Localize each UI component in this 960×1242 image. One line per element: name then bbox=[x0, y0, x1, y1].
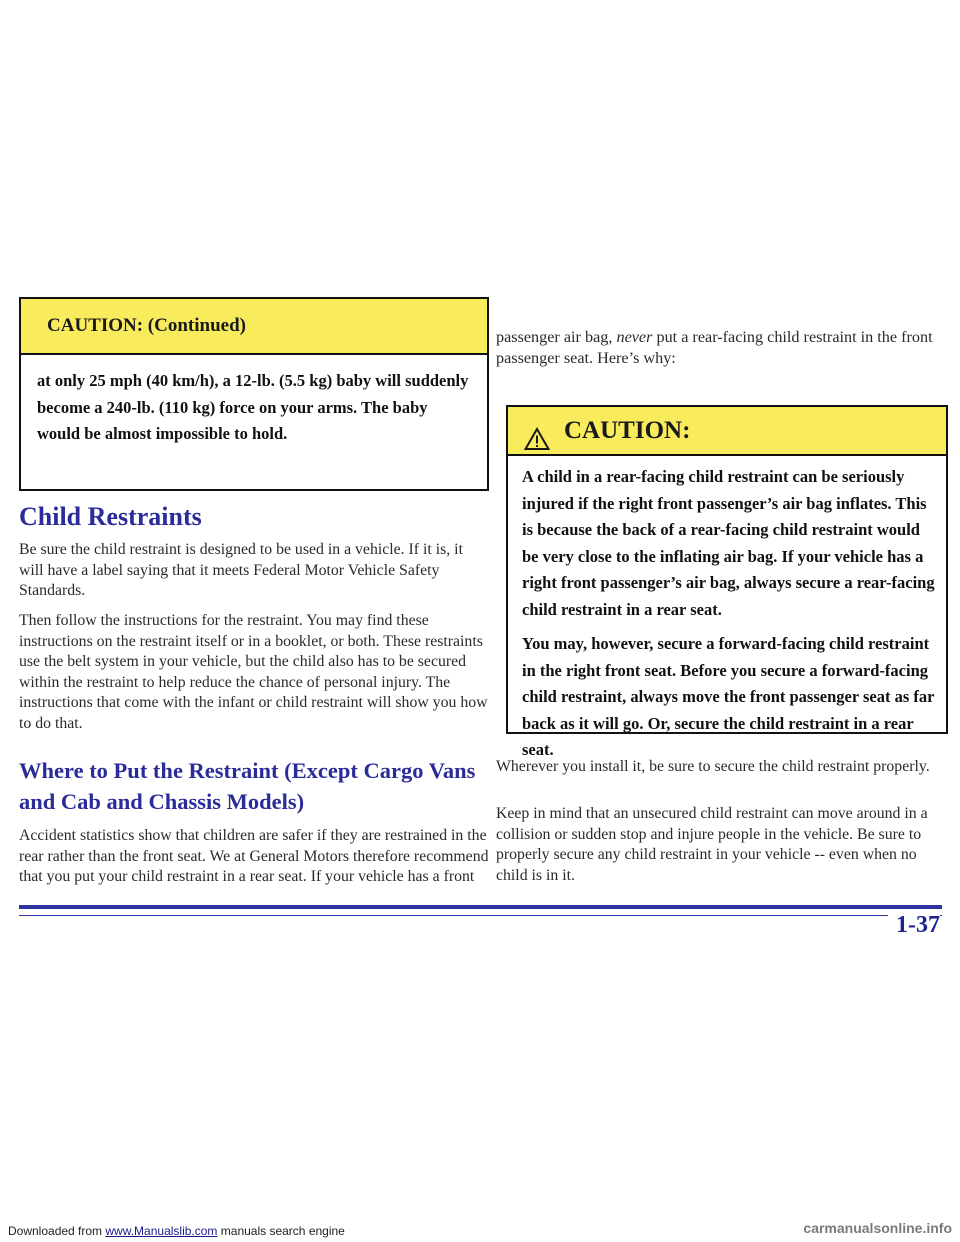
page-number: 1-37 bbox=[888, 912, 940, 939]
footer-suffix: manuals search engine bbox=[217, 1224, 345, 1238]
watermark-text: carmanualsonline.info bbox=[803, 1220, 952, 1236]
caution-paragraph-1: A child in a rear-facing child restraint can be seriously injured if the right front passenger’s air bag inflates. This is because the back of a rear-facing child restraint would be very close to the inflating air bag. If your vehicle has a right front passenger’s air bag, always secure a rear-facing child restraint in a rear seat. bbox=[522, 467, 935, 619]
caution-body bbox=[508, 456, 946, 764]
right-paragraph-1: Wherever you install it, be sure to secure the child restraint properly. bbox=[496, 758, 930, 775]
download-footer bbox=[8, 1224, 345, 1238]
right-paragraph-2: Keep in mind that an unsecured child restraint can move around in a collision or sudden stop and injure people in the vehicle. Be sure to properly secure any child restraint in your vehicle -- even when no child is in it. bbox=[496, 805, 928, 884]
caution-heading bbox=[508, 407, 946, 456]
caution-continued-text: at only 25 mph (40 km/h), a 12-lb. (5.5 kg) baby will suddenly become a 240-lb. (110 kg) force on your arms. The baby would be almost impossible to hold. bbox=[37, 371, 469, 443]
right-intro-paragraph bbox=[496, 327, 944, 368]
child-restraints-heading: Child Restraints bbox=[19, 502, 202, 531]
footer-rule-thick bbox=[19, 905, 942, 909]
child-restraints-paragraph-2: Then follow the instructions for the restraint. You may find these instructions on the restraint itself or in a booklet, or both. These restraints use the belt system in your vehicle, but the child also has to be secured within the restraint to help reduce the chance of personal injury. The instructions that come with the infant or child restraint will show you how to do that. bbox=[19, 612, 488, 732]
warning-triangle-icon bbox=[524, 419, 550, 443]
right-intro-after: put a rear-facing child restraint in the front passenger seat. Here’s why: bbox=[496, 328, 933, 367]
caution-continued-box bbox=[19, 297, 489, 491]
right-intro-before: passenger air bag, bbox=[496, 328, 617, 346]
child-restraints-paragraph-1: Be sure the child restraint is designed to be used in a vehicle. If it is, it will have a label saying that it meets Federal Motor Vehicle Safety Standards. bbox=[19, 541, 463, 599]
right-intro-emphasis: never bbox=[616, 328, 653, 346]
caution-continued-heading: CAUTION: (Continued) bbox=[21, 299, 487, 355]
where-to-put-heading: Where to Put the Restraint (Except Cargo Vans and Cab and Chassis Models) bbox=[19, 758, 476, 814]
manualslib-link[interactable]: www.Manualslib.com bbox=[105, 1224, 218, 1238]
where-to-put-paragraph: Accident statistics show that children are safer if they are restrained in the rear rather than the front seat. We at General Motors therefore recommend that you put your child restraint in a rear seat. If your vehicle has a front bbox=[19, 827, 489, 885]
footer-rule-thin bbox=[19, 915, 942, 916]
caution-heading-text: CAUTION: bbox=[564, 416, 691, 444]
caution-continued-body bbox=[21, 355, 487, 448]
caution-paragraph-2: You may, however, secure a forward-facing child restraint in the right front seat. Before you secure a forward-facing child restraint, always move the front passenger seat as far back as it will go. Or, secure the child restraint in a rear seat. bbox=[522, 634, 935, 759]
footer-prefix: Downloaded from bbox=[8, 1224, 106, 1238]
caution-box bbox=[506, 405, 948, 759]
